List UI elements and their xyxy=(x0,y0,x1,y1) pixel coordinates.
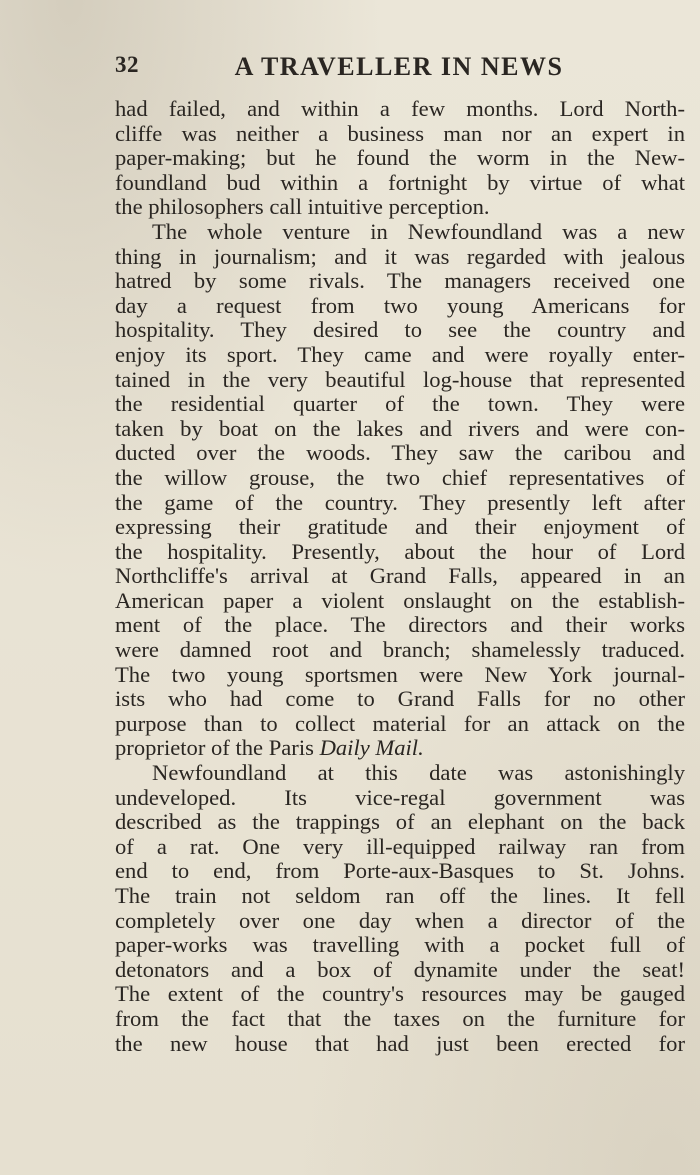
text-line: had failed, and within a few months. Lord North- xyxy=(115,96,685,121)
text-line: Northcliffe's arrival at Grand Falls, appeared in an xyxy=(115,563,685,589)
text-line: the willow grouse, the two chief representatives of xyxy=(115,464,685,490)
page-header xyxy=(115,52,685,86)
text-line: day a request from two young Americans for xyxy=(115,292,685,318)
text-line: hatred by some rivals. The managers received one xyxy=(115,268,685,294)
paragraph-start-line: Newfoundland at this date was astonishingly xyxy=(152,760,685,786)
text-line xyxy=(115,736,685,761)
text-line: end to end, from Porte-aux-Basques to St. Johns. xyxy=(115,858,685,884)
text-line: American paper a violent onslaught on the establish- xyxy=(115,587,685,613)
text-line: The train not seldom ran off the lines. It fell xyxy=(115,883,685,908)
text-line: were damned root and branch; shamelessly traduced. xyxy=(115,637,685,663)
text-line: The extent of the country's resources may be gauged xyxy=(115,981,685,1007)
text-line: of a rat. One very ill-equipped railway ran from xyxy=(115,833,685,859)
text-line: the new house that had just been erected for xyxy=(115,1030,685,1056)
text-line: undeveloped. Its vice-regal government was xyxy=(115,784,685,810)
text-line: thing in journalism; and it was regarded with jealous xyxy=(115,243,685,269)
text-line: foundland bud within a fortnight by virtue of what xyxy=(115,169,685,195)
text-line: ment of the place. The directors and their works xyxy=(115,612,685,638)
text-line: hospitality. They desired to see the country and xyxy=(115,317,685,343)
text-line: purpose than to collect material for an attack on the xyxy=(115,710,685,736)
text-line: cliffe was neither a business man nor an expert in xyxy=(115,120,685,146)
text-line: from the fact that the taxes on the furniture for xyxy=(115,1005,685,1031)
text-line: the game of the country. They presently left after xyxy=(115,489,685,515)
text-line: The two young sportsmen were New York journal- xyxy=(115,661,685,687)
text-line: the philosophers call intuitive perception. xyxy=(115,194,490,220)
newspaper-title: Daily Mail. xyxy=(319,735,424,761)
text-line: completely over one day when a director of the xyxy=(115,907,685,933)
text-line: tained in the very beautiful log-house that represented xyxy=(115,366,685,392)
text-fragment: proprietor of the Paris xyxy=(115,735,314,761)
text-line: paper-works was travelling with a pocket full of xyxy=(115,932,685,958)
paragraph-start-line: The whole venture in Newfoundland was a new xyxy=(152,218,685,244)
text-line: the hospitality. Presently, about the hour of Lord xyxy=(115,538,685,564)
text-line: ducted over the woods. They saw the caribou and xyxy=(115,440,685,466)
text-line: taken by boat on the lakes and rivers and were con- xyxy=(115,415,685,441)
text-line: enjoy its sport. They came and were royally enter- xyxy=(115,341,685,367)
page-number: 32 xyxy=(115,52,139,77)
body-text xyxy=(115,97,685,1056)
text-line: ists who had come to Grand Falls for no other xyxy=(115,686,685,712)
text-line: expressing their gratitude and their enjoyment of xyxy=(115,514,685,540)
text-line: paper-making; but he found the worm in the New- xyxy=(115,145,685,171)
text-line: described as the trappings of an elephant on the back xyxy=(115,809,685,835)
text-line: detonators and a box of dynamite under the seat! xyxy=(115,956,685,982)
running-head: A TRAVELLER IN NEWS xyxy=(234,52,564,81)
text-line: the residential quarter of the town. They were xyxy=(115,391,685,417)
